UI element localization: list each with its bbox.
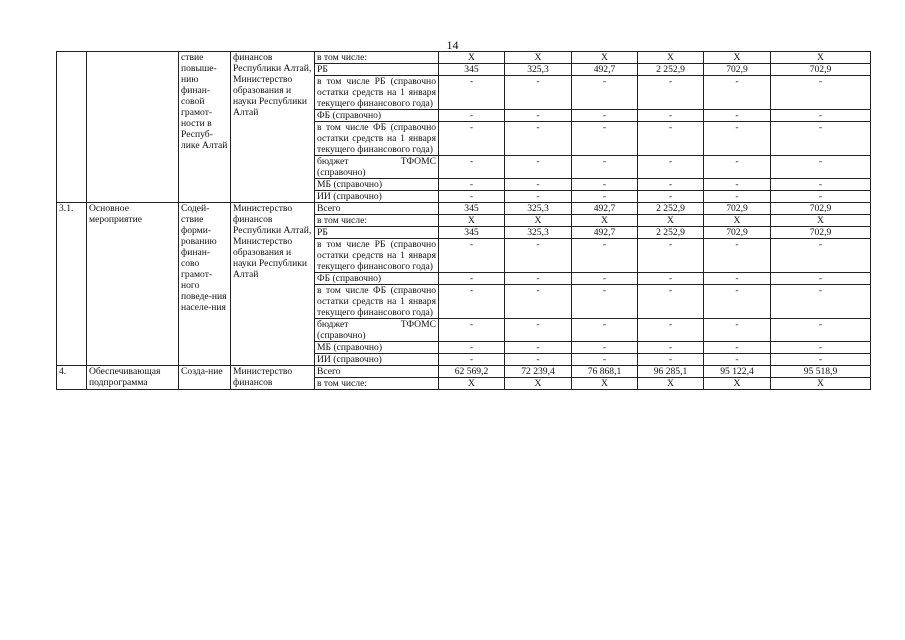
value-cell: - [771,354,871,366]
value-cell: 345 [439,203,505,215]
value-cell: - [505,342,572,354]
funding-source-cell: ИИ (справочно) [315,191,439,203]
value-cell: - [505,156,572,179]
value-cell: - [439,122,505,156]
table-row [57,52,871,64]
value-cell: X [704,215,771,227]
value-cell: - [572,76,638,110]
value-cell: X [638,52,704,64]
funding-source-cell: бюджет ТФОМС (справочно) [315,319,439,342]
value-cell: X [572,215,638,227]
table-row [57,366,871,378]
funding-source-cell: ИИ (справочно) [315,354,439,366]
value-cell: - [638,239,704,273]
funding-source-cell: в том числе РБ (справочно остатки средств на 1 января текущего финансового года) [315,239,439,273]
value-cell: X [505,378,572,390]
value-cell: 325,3 [505,227,572,239]
value-cell: - [638,285,704,319]
value-cell: X [771,215,871,227]
value-cell: 96 285,1 [638,366,704,378]
value-cell: - [704,156,771,179]
value-cell: 325,3 [505,203,572,215]
value-cell: 702,9 [704,203,771,215]
value-cell: - [505,273,572,285]
value-cell: - [638,273,704,285]
value-cell: - [638,122,704,156]
value-cell: - [771,191,871,203]
value-cell: 2 252,9 [638,203,704,215]
funding-source-cell: Всего [315,366,439,378]
value-cell: - [704,191,771,203]
value-cell: - [704,76,771,110]
executors-cell: Министерство финансов [231,366,315,390]
funding-source-cell: Всего [315,203,439,215]
funding-source-cell: в том числе ФБ (справочно остатки средств на 1 января текущего финансового года) [315,285,439,319]
funding-source-cell: РБ [315,64,439,76]
value-cell: - [505,179,572,191]
value-cell: - [439,191,505,203]
value-cell: - [505,285,572,319]
value-cell: 492,7 [572,203,638,215]
value-cell: X [572,52,638,64]
value-cell: X [439,52,505,64]
executors-cell: Министерство финансов Республики Алтай, Министерство образования и науки Республики Алтай [231,203,315,366]
value-cell: 95 122,4 [704,366,771,378]
value-cell: - [704,122,771,156]
value-cell: 702,9 [771,203,871,215]
row-number-cell: 3.1. [57,203,87,366]
value-cell: X [572,378,638,390]
value-cell: - [505,239,572,273]
value-cell: - [505,122,572,156]
value-cell: - [572,319,638,342]
value-cell: - [704,342,771,354]
value-cell: - [771,273,871,285]
value-cell: X [771,52,871,64]
value-cell: - [771,179,871,191]
value-cell: - [505,354,572,366]
program-name-cell: Обеспечивающая подпрограмма [87,366,179,390]
value-cell: X [704,378,771,390]
value-cell: - [638,76,704,110]
funding-source-cell: МБ (справочно) [315,179,439,191]
funding-source-cell: ФБ (справочно) [315,110,439,122]
value-cell: - [439,342,505,354]
value-cell: 345 [439,64,505,76]
value-cell: - [638,156,704,179]
table-row [57,203,871,215]
executors-cell: финансов Республики Алтай, Министерство образования и науки Республики Алтай [231,52,315,203]
value-cell: - [638,191,704,203]
value-cell: X [439,378,505,390]
value-cell: X [638,215,704,227]
value-cell: 76 868,1 [572,366,638,378]
program-name-cell: Основное мероприятие [87,203,179,366]
value-cell: - [439,76,505,110]
value-cell: - [771,122,871,156]
value-cell: - [771,319,871,342]
funding-source-cell: МБ (справочно) [315,342,439,354]
description-cell: Содей-ствие форми-рованию финан-сово грамот-ного поведе-ния населе-ния [179,203,231,366]
value-cell: - [572,191,638,203]
value-cell: X [771,378,871,390]
value-cell: - [505,319,572,342]
description-cell: ствие повыше-нию финан-совой грамот-ности в Респуб-лике Алтай [179,52,231,203]
value-cell: - [505,110,572,122]
row-number-cell [57,52,87,203]
value-cell: - [572,354,638,366]
budget-table [56,51,871,390]
value-cell: - [439,285,505,319]
value-cell: 2 252,9 [638,227,704,239]
value-cell: X [505,215,572,227]
budget-table-body [57,52,871,390]
funding-source-cell: ФБ (справочно) [315,273,439,285]
value-cell: - [439,179,505,191]
value-cell: - [704,179,771,191]
value-cell: - [704,354,771,366]
value-cell: - [439,319,505,342]
value-cell: - [704,110,771,122]
funding-source-cell: в том числе: [315,215,439,227]
row-number-cell: 4. [57,366,87,390]
value-cell: 702,9 [771,227,871,239]
funding-source-cell: в том числе: [315,52,439,64]
value-cell: - [572,110,638,122]
description-cell: Созда-ние [179,366,231,390]
value-cell: - [771,285,871,319]
value-cell: - [638,354,704,366]
value-cell: - [638,110,704,122]
value-cell: - [704,285,771,319]
value-cell: - [638,342,704,354]
value-cell: 62 569,2 [439,366,505,378]
value-cell: 702,9 [771,64,871,76]
program-name-cell [87,52,179,203]
value-cell: - [771,76,871,110]
value-cell: - [572,285,638,319]
value-cell: 2 252,9 [638,64,704,76]
value-cell: - [704,239,771,273]
value-cell: X [704,52,771,64]
value-cell: 492,7 [572,64,638,76]
value-cell: X [505,52,572,64]
value-cell: - [572,239,638,273]
value-cell: 95 518,9 [771,366,871,378]
value-cell: - [771,110,871,122]
value-cell: - [439,273,505,285]
funding-source-cell: в том числе: [315,378,439,390]
value-cell: - [771,156,871,179]
value-cell: 345 [439,227,505,239]
value-cell: - [439,156,505,179]
value-cell: 702,9 [704,227,771,239]
value-cell: - [771,342,871,354]
value-cell: - [572,156,638,179]
value-cell: X [439,215,505,227]
value-cell: - [572,122,638,156]
value-cell: - [572,179,638,191]
value-cell: - [505,191,572,203]
value-cell: - [439,354,505,366]
value-cell: - [439,110,505,122]
funding-source-cell: в том числе РБ (справочно остатки средств на 1 января текущего финансового года) [315,76,439,110]
value-cell: 325,3 [505,64,572,76]
value-cell: - [505,76,572,110]
value-cell: 492,7 [572,227,638,239]
value-cell: - [439,239,505,273]
value-cell: - [704,273,771,285]
value-cell: - [704,319,771,342]
value-cell: X [638,378,704,390]
value-cell: - [771,239,871,273]
value-cell: - [638,319,704,342]
value-cell: - [638,179,704,191]
value-cell: 702,9 [704,64,771,76]
value-cell: - [572,342,638,354]
page-number: 14 [446,38,459,52]
value-cell: 72 239,4 [505,366,572,378]
funding-source-cell: в том числе ФБ (справочно остатки средств на 1 января текущего финансового года) [315,122,439,156]
value-cell: - [572,273,638,285]
funding-source-cell: бюджет ТФОМС (справочно) [315,156,439,179]
funding-source-cell: РБ [315,227,439,239]
